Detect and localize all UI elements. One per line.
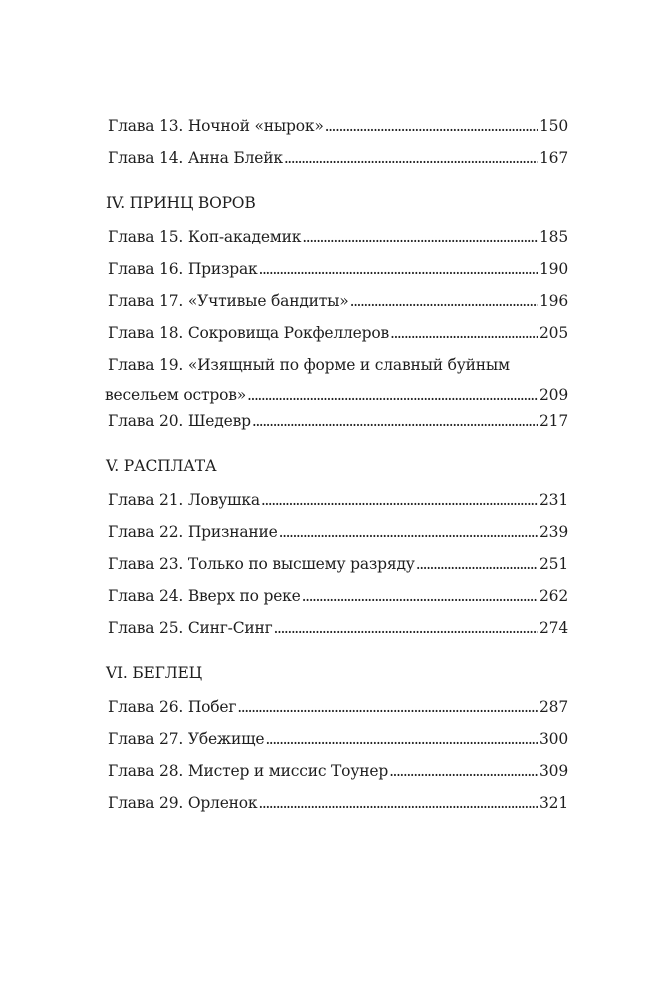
toc-entry[interactable] — [108, 619, 568, 641]
entry-page-number: 150 — [539, 117, 568, 135]
entry-page-number: 287 — [539, 698, 568, 716]
dot-leader — [237, 698, 538, 714]
entry-title: Глава 25. Синг-Синг — [108, 619, 273, 637]
entry-page-number: 185 — [539, 228, 568, 246]
toc-entry[interactable] — [108, 698, 568, 720]
dot-leader — [302, 228, 538, 244]
dot-leader — [389, 762, 538, 778]
toc-entry[interactable] — [108, 292, 568, 314]
toc-entry[interactable] — [108, 117, 568, 139]
entry-title: Глава 18. Сокровища Рокфеллеров — [108, 324, 389, 342]
entry-title-line2: весельем остров» — [105, 386, 247, 404]
dot-leader — [247, 386, 538, 402]
entry-title: Глава 13. Ночной «нырок» — [108, 117, 324, 135]
dot-leader — [284, 149, 538, 165]
toc-entry[interactable] — [108, 260, 568, 282]
entry-title: Глава 14. Анна Блейк — [108, 149, 283, 167]
entry-page-number: 321 — [539, 794, 568, 812]
entry-page-number: 309 — [539, 762, 568, 780]
part-heading: IV. ПРИНЦ ВОРОВ — [106, 194, 256, 212]
entry-title: Глава 26. Побег — [108, 698, 237, 716]
dot-leader — [265, 730, 538, 746]
dot-leader — [261, 491, 538, 507]
entry-page-number: 239 — [539, 523, 568, 541]
dot-leader — [259, 260, 539, 276]
toc-entry[interactable] — [108, 491, 568, 513]
entry-page-number: 262 — [539, 587, 568, 605]
dot-leader — [350, 292, 538, 308]
toc-entry[interactable] — [108, 587, 568, 609]
part-heading: VI. БЕГЛЕЦ — [106, 664, 202, 682]
toc-entry[interactable] — [105, 356, 568, 408]
entry-page-number: 196 — [539, 292, 568, 310]
entry-title-line1: Глава 19. «Изящный по форме и славный буйным — [108, 356, 510, 374]
dot-leader — [302, 587, 538, 603]
entry-title: Глава 22. Признание — [108, 523, 278, 541]
dot-leader — [390, 324, 538, 340]
toc-entry[interactable] — [108, 794, 568, 816]
dot-leader — [325, 117, 538, 133]
entry-title: Глава 29. Орленок — [108, 794, 258, 812]
entry-title: Глава 21. Ловушка — [108, 491, 260, 509]
dot-leader — [252, 412, 538, 428]
entry-title: Глава 28. Мистер и миссис Тоунер — [108, 762, 389, 780]
toc-entry[interactable] — [108, 324, 568, 346]
entry-page-number: 209 — [539, 386, 568, 404]
entry-title: Глава 17. «Учтивые бандиты» — [108, 292, 349, 310]
entry-title: Глава 15. Коп-академик — [108, 228, 302, 246]
toc-entry[interactable] — [108, 149, 568, 171]
entry-title: Глава 24. Вверх по реке — [108, 587, 301, 605]
entry-title: Глава 27. Убежище — [108, 730, 265, 748]
entry-page-number: 217 — [539, 412, 568, 430]
entry-page-number: 251 — [539, 555, 568, 573]
entry-title: Глава 23. Только по высшему разряду — [108, 555, 415, 573]
toc-entry[interactable] — [108, 730, 568, 752]
dot-leader — [416, 555, 538, 571]
entry-page-number: 167 — [539, 149, 568, 167]
toc-entry[interactable] — [108, 555, 568, 577]
toc-entry[interactable] — [108, 523, 568, 545]
entry-page-number: 205 — [539, 324, 568, 342]
dot-leader — [274, 619, 538, 635]
dot-leader — [279, 523, 538, 539]
entry-page-number: 190 — [539, 260, 568, 278]
toc-entry[interactable] — [108, 228, 568, 250]
entry-page-number: 274 — [539, 619, 568, 637]
entry-title: Глава 16. Призрак — [108, 260, 258, 278]
entry-page-number: 231 — [539, 491, 568, 509]
toc-entry[interactable] — [108, 762, 568, 784]
dot-leader — [258, 794, 538, 810]
entry-page-number: 300 — [539, 730, 568, 748]
toc-entry[interactable] — [108, 412, 568, 434]
part-heading: V. РАСПЛАТА — [106, 457, 217, 475]
entry-title: Глава 20. Шедевр — [108, 412, 251, 430]
